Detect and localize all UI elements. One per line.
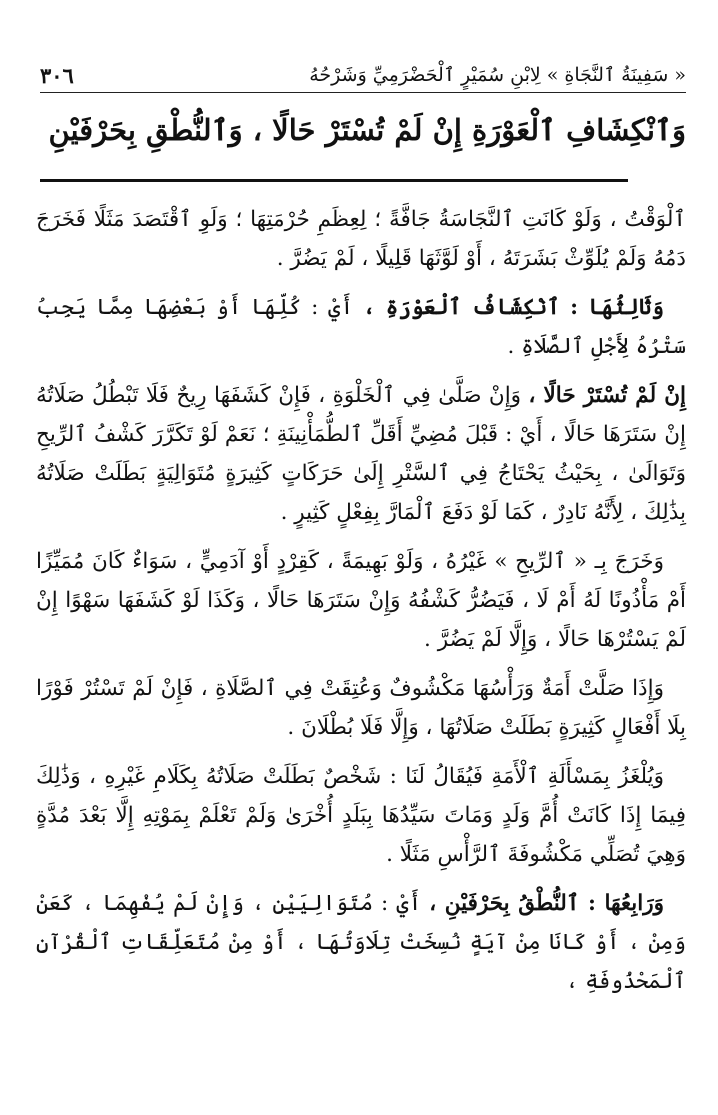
page-header [40,58,686,93]
paragraph-2 [36,288,686,366]
commentary-body [36,200,686,1011]
paragraph-7 [36,884,686,1001]
matn-text: وَٱنْكِشَافِ ٱلْعَوْرَةِ إِنْ لَمْ تُسْتَرْ حَالًا ، وَٱلنُّطْقِ بِحَرْفَيْنِ [48,113,686,147]
paragraph-4-text: وَخَرَجَ بِـ « ٱلرِّيحِ » غَيْرُهُ ، وَلَوْ بَهِيمَةً ، كَقِرْدٍ أَوْ آدَمِيٍّ ، سَوَاءٌ كَانَ مُمَيِّزًا أَمْ مَأْذُونًا لَهُ أَمْ لَا ، فَيَضُرُّ كَشْفُهُ وَإِنْ سَتَرَهَا حَالًا ، وَكَذَا لَوْ كَشَفَهَا سَهْوًا إِنْ لَمْ يَسْتُرْهَا حَالًا ، وَإِلَّا لَمْ يَضُرَّ . [36,549,686,652]
paragraph-5 [36,669,686,747]
running-title: « سَفِينَةُ ٱلنَّجَاةِ » لِابْنِ سُمَيْرٍ ٱلْحَضْرَمِيِّ وَشَرْحُهُ [309,64,686,86]
paragraph-6 [36,757,686,874]
paragraph-3 [36,376,686,532]
section-divider [40,179,628,182]
paragraph-7-lead: وَرَابِعُهَا : ٱلنُّطْقُ بِحَرْفَيْنِ ، [429,891,664,916]
paragraph-3-text: وَإِنْ صَلَّىٰ فِي ٱلْخَلْوَةِ ، فَإِنْ كَشَفَهَا رِيحٌ فَلَا تَبْطُلُ صَلَاتُهُ إِنْ سَتَرَهَا حَالًا ، أَيْ : قَبْلَ مُضِيِّ أَقَلِّ ٱلطُّمَأْنِينَةِ ؛ نَعَمْ لَوْ تَكَرَّرَ كَشْفُ ٱلرِّيحِ وَتَوَالَىٰ ، بِحَيْثُ يَحْتَاجُ فِي ٱلسَّتْرِ إِلَىٰ حَرَكَاتٍ كَثِيرَةٍ مُتَوَالِيَةٍ بَطَلَتْ صَلَاتُهُ بِذَٰلِكَ ، لِأَنَّهُ نَادِرٌ ، كَمَا لَوْ دَفَعَ ٱلْمَارَّ بِفِعْلٍ كَثِيرٍ . [36,383,686,525]
paragraph-2-lead: وَثَالِثُهَا : ٱنْكِشَافُ ٱلْعَوْرَةِ ، [362,295,664,320]
paragraph-3-lead: إِنْ لَمْ تُسْتَرْ حَالًا ، [528,383,686,408]
paragraph-1 [36,200,686,278]
paragraph-2-text: أَيْ : كُلِّهَا أَوْ بَعْضِهَا مِمَّا يَجِبُ سَتْرُهُ لِأَجْلِ ٱلصَّلَاةِ . [36,295,686,359]
paragraph-4 [36,542,686,659]
paragraph-1-text: ٱلْوَقْتُ ، وَلَوْ كَانَتِ ٱلنَّجَاسَةُ جَافَّةً ؛ لِعِظَمِ حُرْمَتِهَا ؛ وَلَوِ ٱقْتَصَدَ مَثَلًا فَخَرَجَ دَمُهُ وَلَمْ يُلَوِّثْ بَشَرَتَهُ ، أَوْ لَوَّثَهَا قَلِيلًا ، لَمْ يَضُرَّ . [36,207,686,271]
paragraph-5-text: وَإِذَا صَلَّتْ أَمَةٌ وَرَأْسُهَا مَكْشُوفٌ وَعُتِقَتْ فِي ٱلصَّلَاةِ ، فَإِنْ لَمْ تَسْتُرْ فَوْرًا بِلَا أَفْعَالٍ كَثِيرَةٍ بَطَلَتْ صَلَاتُهَا ، وَإِلَّا فَلَا بُطْلَانَ . [36,676,686,740]
paragraph-7-text: أَيْ : مُتَوَالِيَيْنِ ، وَإِنْ لَمْ يُفْهِمَا ، كَعَنْ وَمِنْ ، أَوْ كَانَا مِنْ آيَةٍ نُسِخَتْ تِلَاوَتُهَا ، أَوْ مِنْ مُتَعَلِّقَاتِ ٱلْقُرْآنِ ٱلْمَحْذُوفَةِ ، [36,891,686,994]
paragraph-6-text: وَيُلْغَزُ بِمَسْأَلَةِ ٱلْأَمَةِ فَيُقَالُ لَنَا : شَخْصٌ بَطَلَتْ صَلَاتُهُ بِكَلَامِ غَيْرِهِ ، وَذَٰلِكَ فِيمَا إِذَا كَانَتْ أُمَّ وَلَدٍ وَمَاتَ سَيِّدُهَا بِبَلَدٍ أُخْرَىٰ وَلَمْ تَعْلَمْ بِمَوْتِهِ إِلَّا بَعْدَ مُدَّةٍ وَهِيَ تُصَلِّي مَكْشُوفَةَ ٱلرَّأْسِ مَثَلًا . [36,764,686,867]
page-number: ٣٠٦ [40,62,74,88]
